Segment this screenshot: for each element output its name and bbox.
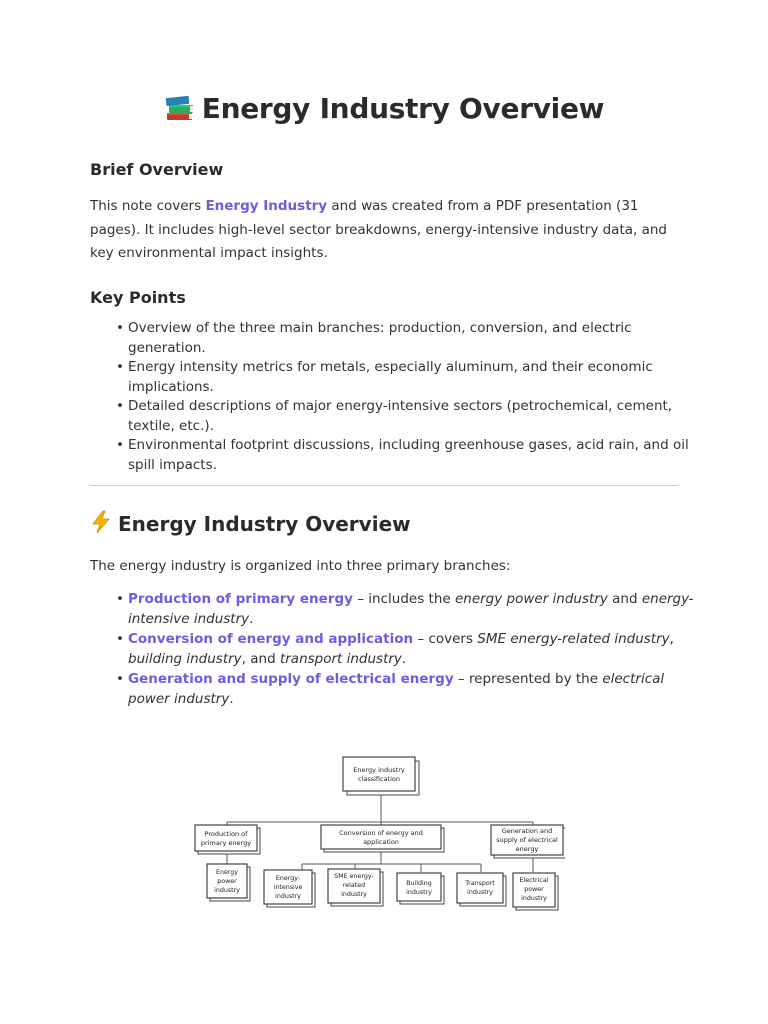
books-icon	[164, 92, 196, 129]
lightning-icon	[90, 510, 112, 539]
list-item: • Energy intensity metrics for metals, especially aluminum, and their economic implications.	[128, 358, 708, 397]
brief-text-after: and was created from a PDF presentation (31 pages). It includes high-level sector breakdowns, energy-intensive industry data, and key environmental impact insights.	[90, 198, 667, 261]
diagram-node-label: industry	[406, 889, 432, 896]
list-item: • Environmental footprint discussions, including greenhouse gases, acid rain, and oil spill impacts.	[128, 436, 708, 475]
diagram-node-label: industry	[214, 887, 240, 894]
diagram-node-label: Transport	[465, 880, 495, 887]
diagram-node-label: industry	[467, 889, 493, 896]
diagram-root-node	[343, 757, 419, 795]
branch-text: .	[229, 691, 234, 707]
diagram-node-electrical	[513, 873, 558, 910]
branches-list	[90, 589, 708, 709]
diagram-node-label: related	[342, 882, 366, 889]
page-title	[0, 92, 768, 129]
branch-text: .	[401, 651, 407, 667]
list-item	[128, 589, 708, 629]
classification-diagram	[185, 748, 565, 918]
branch-link[interactable]: Production of primary energy	[128, 591, 353, 607]
diagram-node-energy-power	[207, 864, 250, 901]
branch-emphasis: SME energy-related industry	[477, 631, 670, 647]
branch-text: – covers	[413, 631, 478, 647]
section-heading	[90, 510, 411, 539]
section-intro: The energy industry is organized into three primary branches:	[90, 558, 511, 574]
list-item: • Detailed descriptions of major energy-intensive sectors (petrochemical, cement, textile, etc.).	[128, 397, 708, 436]
key-points-list	[90, 319, 708, 475]
diagram-node-label: Electrical	[519, 877, 549, 884]
diagram-node-label: Energy	[215, 869, 239, 876]
branch-text: and	[607, 591, 642, 607]
list-item	[128, 669, 708, 709]
diagram-node-label: power	[217, 878, 237, 885]
diagram-node-label: supply of electrical	[496, 836, 558, 844]
diagram-node-label: application	[363, 838, 399, 846]
diagram-node-label: primary energy	[200, 839, 252, 847]
branch-link[interactable]: Conversion of energy and application	[128, 631, 414, 647]
diagram-node-label: industry	[521, 895, 547, 902]
page-title-text: Energy Industry Overview	[201, 92, 605, 125]
diagram-node-building	[397, 873, 444, 904]
branch-text: , and	[241, 651, 280, 667]
diagram-node-label: industry	[341, 891, 367, 898]
diagram-node-sme	[328, 869, 383, 906]
branch-emphasis: energy-intensive industry	[128, 591, 694, 627]
diagram-node-label: Production of	[204, 830, 248, 838]
diagram-root-label-2: classification	[357, 775, 401, 783]
diagram-node-label: intensive	[273, 884, 303, 891]
diagram-node-transport	[457, 873, 506, 906]
key-points-heading: Key Points	[90, 288, 186, 307]
branch-emphasis: energy power industry	[454, 591, 608, 607]
branch-link[interactable]: Generation and supply of electrical energy	[128, 671, 454, 687]
branch-emphasis: building industry	[128, 651, 242, 667]
branch-text: .	[249, 611, 254, 627]
diagram-node-label: Building	[406, 880, 432, 887]
diagram-node-production	[195, 825, 260, 854]
diagram-node-conversion	[321, 825, 444, 852]
diagram-node-label: Conversion of energy and	[339, 829, 423, 837]
brief-text-before: This note covers	[90, 198, 206, 214]
diagram-node-label: industry	[275, 893, 301, 900]
section-heading-text: Energy Industry Overview	[118, 512, 411, 536]
diagram-node-label: SME energy-	[334, 873, 374, 880]
brief-overview-text	[90, 195, 680, 266]
branch-emphasis: electrical power industry	[128, 671, 665, 707]
brief-overview-heading: Brief Overview	[90, 160, 224, 179]
branch-emphasis: transport industry	[279, 651, 402, 667]
diagram-node-label: power	[524, 886, 544, 893]
diagram-node-generation	[491, 825, 565, 858]
diagram-node-energy-intensive	[264, 870, 315, 907]
diagram-node-label: energy	[515, 845, 539, 853]
energy-industry-link[interactable]: Energy Industry	[205, 198, 328, 214]
branch-text: ,	[669, 631, 674, 647]
diagram-root-label-1: Energy industry	[353, 766, 405, 774]
list-item: • Overview of the three main branches: production, conversion, and electric generation.	[128, 319, 708, 358]
branch-text: – includes the	[352, 591, 455, 607]
list-item	[128, 629, 708, 669]
divider	[90, 485, 678, 486]
branch-text: – represented by the	[453, 671, 603, 687]
diagram-node-label: Energy-	[275, 875, 301, 882]
diagram-node-label: Generation and	[501, 827, 553, 835]
